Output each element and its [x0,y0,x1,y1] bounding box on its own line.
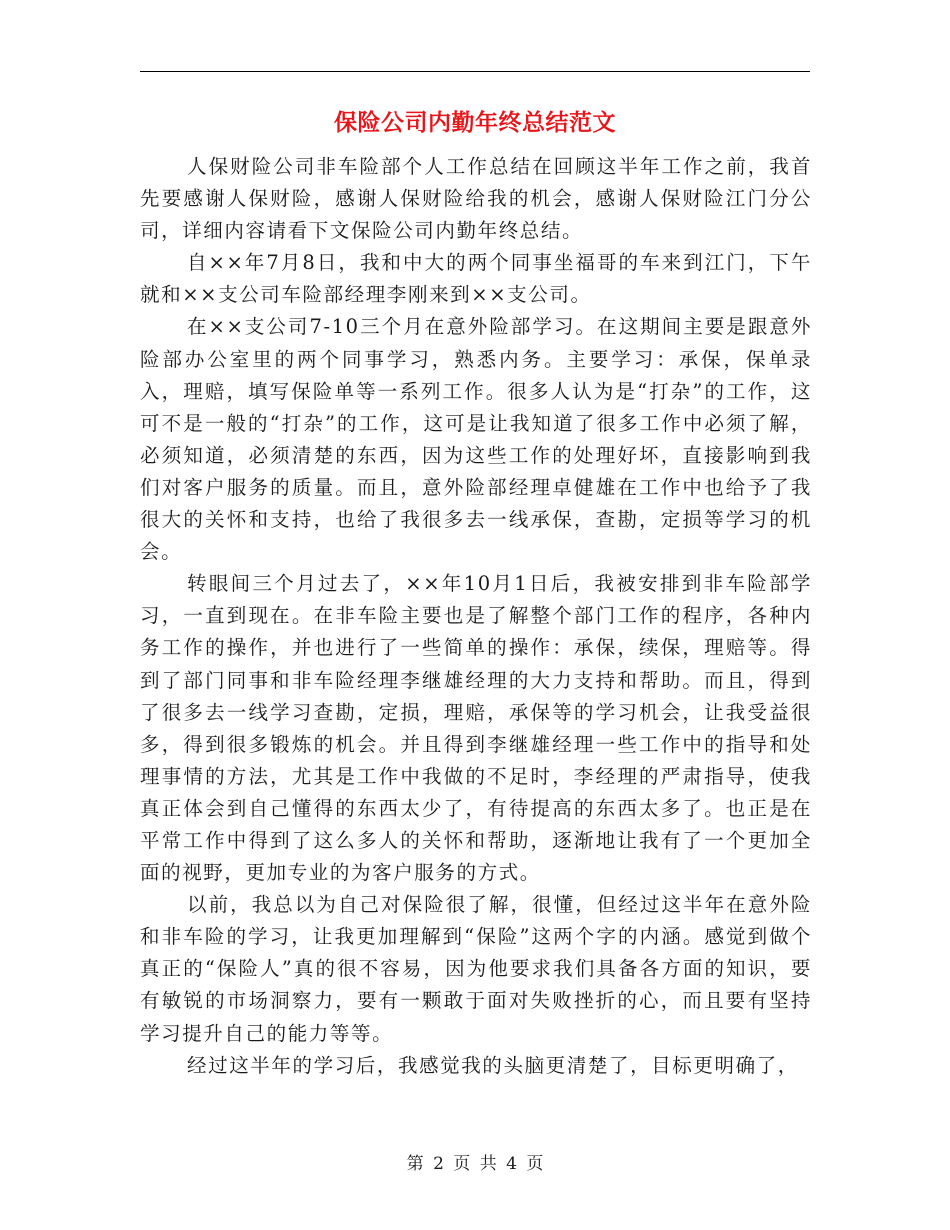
paragraph-4: 转眼间三个月过去了，××年10月1日后，我被安排到非车险部学习，一直到现在。在非车险主要也是了解整个部门工作的程序，各种内务工作的操作，并也进行了一些简单的操作：承保，续保，理赔等。得到了部门同事和非车险经理李继雄经理的大力支持和帮助。而且，得到了很多去一线学习查勘，定损，理赔，承保等的学习机会，让我受益很多，得到很多锻炼的机会。并且得到李继雄经理一些工作中的指导和处理事情的方法，尤其是工作中我做的不足时，李经理的严肃指导，使我真正体会到自己懂得的东西太少了，有待提高的东西太多了。也正是在平常工作中得到了这么多人的关怀和帮助，逐渐地让我有了一个更加全面的视野，更加专业的为客户服务的方式。 [140,572,812,885]
document-body [140,151,812,1082]
paragraph-6: 经过这半年的学习后，我感觉我的头脑更清楚了，目标更明确了， [187,1053,799,1077]
paragraph-2: 自××年7月8日，我和中大的两个同事坐福哥的车来到江门，下午就和××支公司车险部经理李刚来到××支公司。 [140,251,812,307]
paragraph-1: 人保财险公司非车险部个人工作总结在回顾这半年工作之前，我首先要感谢人保财险，感谢人保财险给我的机会，感谢人保财险江门分公司，详细内容请看下文保险公司内勤年终总结。 [140,155,812,243]
paragraph-3: 在××支公司7-10三个月在意外险部学习。在这期间主要是跟意外险部办公室里的两个同事学习，熟悉内务。主要学习：承保，保单录入，理赔，填写保险单等一系列工作。很多人认为是“打杂”的工作，这可不是一般的“打杂”的工作，这可是让我知道了很多工作中必须了解，必须知道，必须清楚的东西，因为这些工作的处理好坏，直接影响到我们对客户服务的质量。而且，意外险部经理卓健雄在工作中也给予了我很大的关怀和支持，也给了我很多去一线承保，查勘，定损等学习的机会。 [140,315,812,564]
page-footer: 第 2 页 共 4 页 [406,1154,544,1174]
document-title: 保险公司内勤年终总结范文 [334,110,616,136]
paragraph-5: 以前，我总以为自己对保险很了解，很懂，但经过这半年在意外险和非车险的学习，让我更加理解到“保险”这两个字的内涵。感觉到做个真正的“保险人”真的很不容易，因为他要求我们具备各方面的知识，要有敏锐的市场洞察力，要有一颗敢于面对失败挫折的心，而且要有坚持学习提升自己的能力等等。 [140,893,812,1045]
header-rule [140,71,810,72]
